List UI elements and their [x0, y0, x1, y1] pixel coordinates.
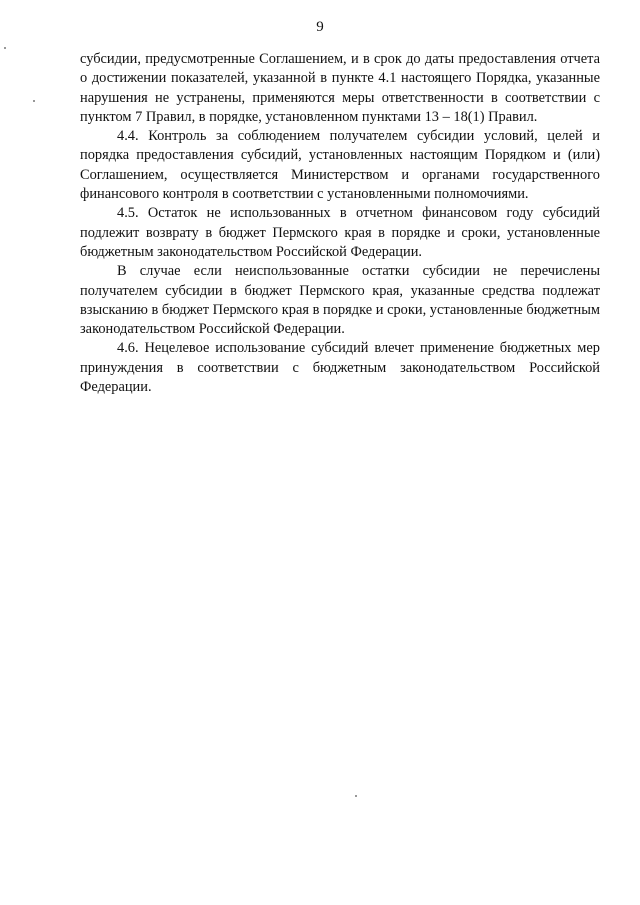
paragraph-4-4: 4.4. Контроль за соблюдением получателем субсидии условий, целей и порядка предоставления субсидий, установленных настоящим Порядком и (или) Соглашением, осуществляется Министерством и органами государственного финансового контроля в соответствии с установленными полномочиями.	[80, 128, 600, 203]
paragraph-4-6: 4.6. Нецелевое использование субсидий влечет применение бюджетных мер принуждения в соответствии с бюджетным законодательством Российской Федерации.	[80, 340, 600, 396]
scan-speck	[33, 100, 35, 102]
paragraph-continuation: субсидии, предусмотренные Соглашением, и в срок до даты предоставления отчета о достижении показателей, указанной в пункте 4.1 настоящего Порядка, указанные нарушения не устранены, применяются меры ответственности в соответствии с пунктом 7 Правил, в порядке, установленном пунктами 13 – 18(1) Правил.	[80, 51, 600, 125]
page-number: 9	[316, 19, 324, 35]
paragraph-4-5: 4.5. Остаток не использованных в отчетном финансовом году субсидий подлежит возврату в бюджет Пермского края в порядке и сроки, установленные бюджетным законодательством Российской Федерации.	[80, 205, 600, 260]
scan-speck	[355, 795, 357, 797]
document-body	[80, 50, 600, 397]
paragraph-4-5-continuation: В случае если неиспользованные остатки субсидии не перечислены получателем субсидии в бюджет Пермского края, указанные средства подлежат взысканию в бюджет Пермского края в порядке и сроки, установленные бюджетным законодательством Российской Федерации.	[80, 263, 600, 338]
scan-speck	[4, 47, 6, 49]
